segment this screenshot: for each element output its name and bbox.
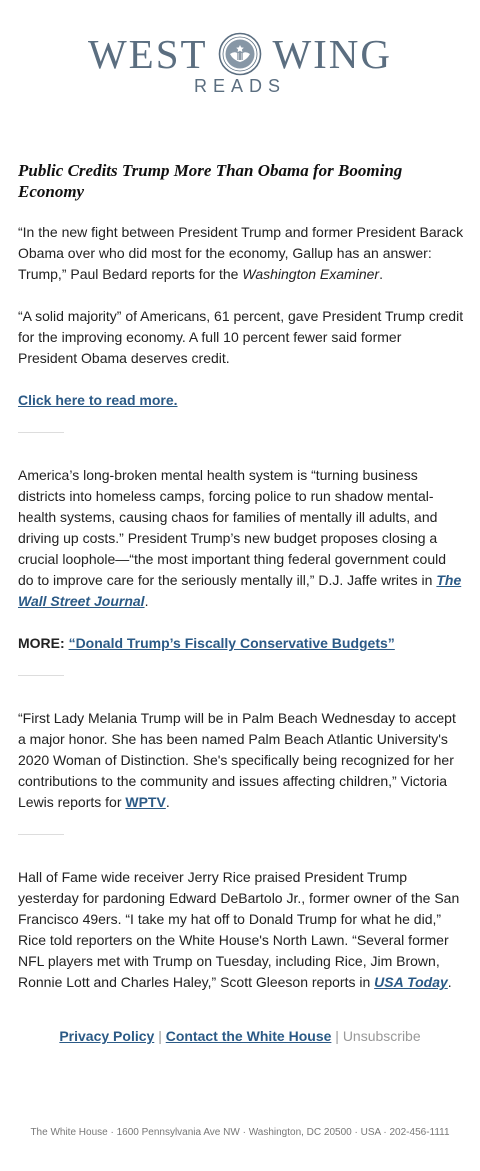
brand-left: WEST [87,31,208,77]
source-usa-today-link[interactable]: USA Today [374,974,448,990]
article-4-paragraph: Hall of Fame wide receiver Jerry Rice praised President Trump yesterday for pardoning Edward DeBartolo Jr., former owner of the San Francisco 49ers. “I take my hat off to Donald Trump for what he did,” Rice told reporters on the White House's North Lawn. “Several former NFL players met with Trump on Tuesday, including Rice, Jim Brown, Ronnie Lott and Charles Haley,” Scott Gleeson reports in USA Today. [18,869,460,990]
article-title: Public Credits Trump More Than Obama for Booming Economy [18,161,403,201]
read-more-link[interactable]: Click here to read more. [18,392,178,408]
article-1-paragraph-1: “In the new fight between President Trump and former President Barack Obama over who did most for the economy, Gallup has an answer: Trump,” Paul Bedard reports for the Washington Examiner. [18,224,464,282]
unsubscribe-link[interactable]: Unsubscribe [342,1028,421,1044]
article-2-paragraph: America’s long-broken mental health system is “turning business districts into homeless camps, forcing police to run shadow mental-health systems, causing chaos for families of mentally ill adults, and driving up costs.” President Trump’s new budget proposes closing a crucial loophole—“the most important thing federal government could do to improve care for the seriously mentally ill,” D.J. Jaffe writes in The Wall Street Journal. [18,467,462,609]
read-more-row [18,390,464,411]
divider [18,834,64,835]
privacy-policy-link[interactable]: Privacy Policy [59,1028,155,1044]
more-label: MORE: [18,635,65,651]
contact-white-house-link[interactable]: Contact the White House [165,1028,332,1044]
presidential-seal-icon [218,32,262,76]
footer-separator: | [158,1028,162,1044]
source-washington-examiner: Washington Examiner [242,266,380,282]
brand-right: WING [272,31,393,77]
divider [18,432,64,433]
brand-logo [0,30,480,78]
source-wsj-link[interactable]: The Wall Street Journal [18,572,462,609]
more-row [18,633,464,654]
article-1-paragraph-2: “A solid majority” of Americans, 61 percent, gave President Trump credit for the improving economy. A full 10 percent fewer said former President Obama deserves credit. [18,308,464,366]
divider [18,675,64,676]
source-wptv-link[interactable]: WPTV [125,794,166,810]
more-budget-link[interactable]: “Donald Trump’s Fiscally Conservative Budgets” [68,635,395,651]
footer-address: The White House · 1600 Pennsylvania Ave NW · Washington, DC 20500 · USA · 202-456-1111 [30,1127,450,1138]
article-3-paragraph: “First Lady Melania Trump will be in Palm Beach Wednesday to accept a major honor. She has been named Palm Beach Atlantic University's 2020 Woman of Distinction. She's specifically being recognized for her contributions to the community and issues affecting children,” Victoria Lewis reports for WPTV. [18,710,456,810]
footer-links [0,1028,480,1044]
footer-separator: | [335,1028,339,1044]
brand-sub: READS [193,76,286,96]
newsletter-content [18,160,464,1014]
header [0,24,480,104]
